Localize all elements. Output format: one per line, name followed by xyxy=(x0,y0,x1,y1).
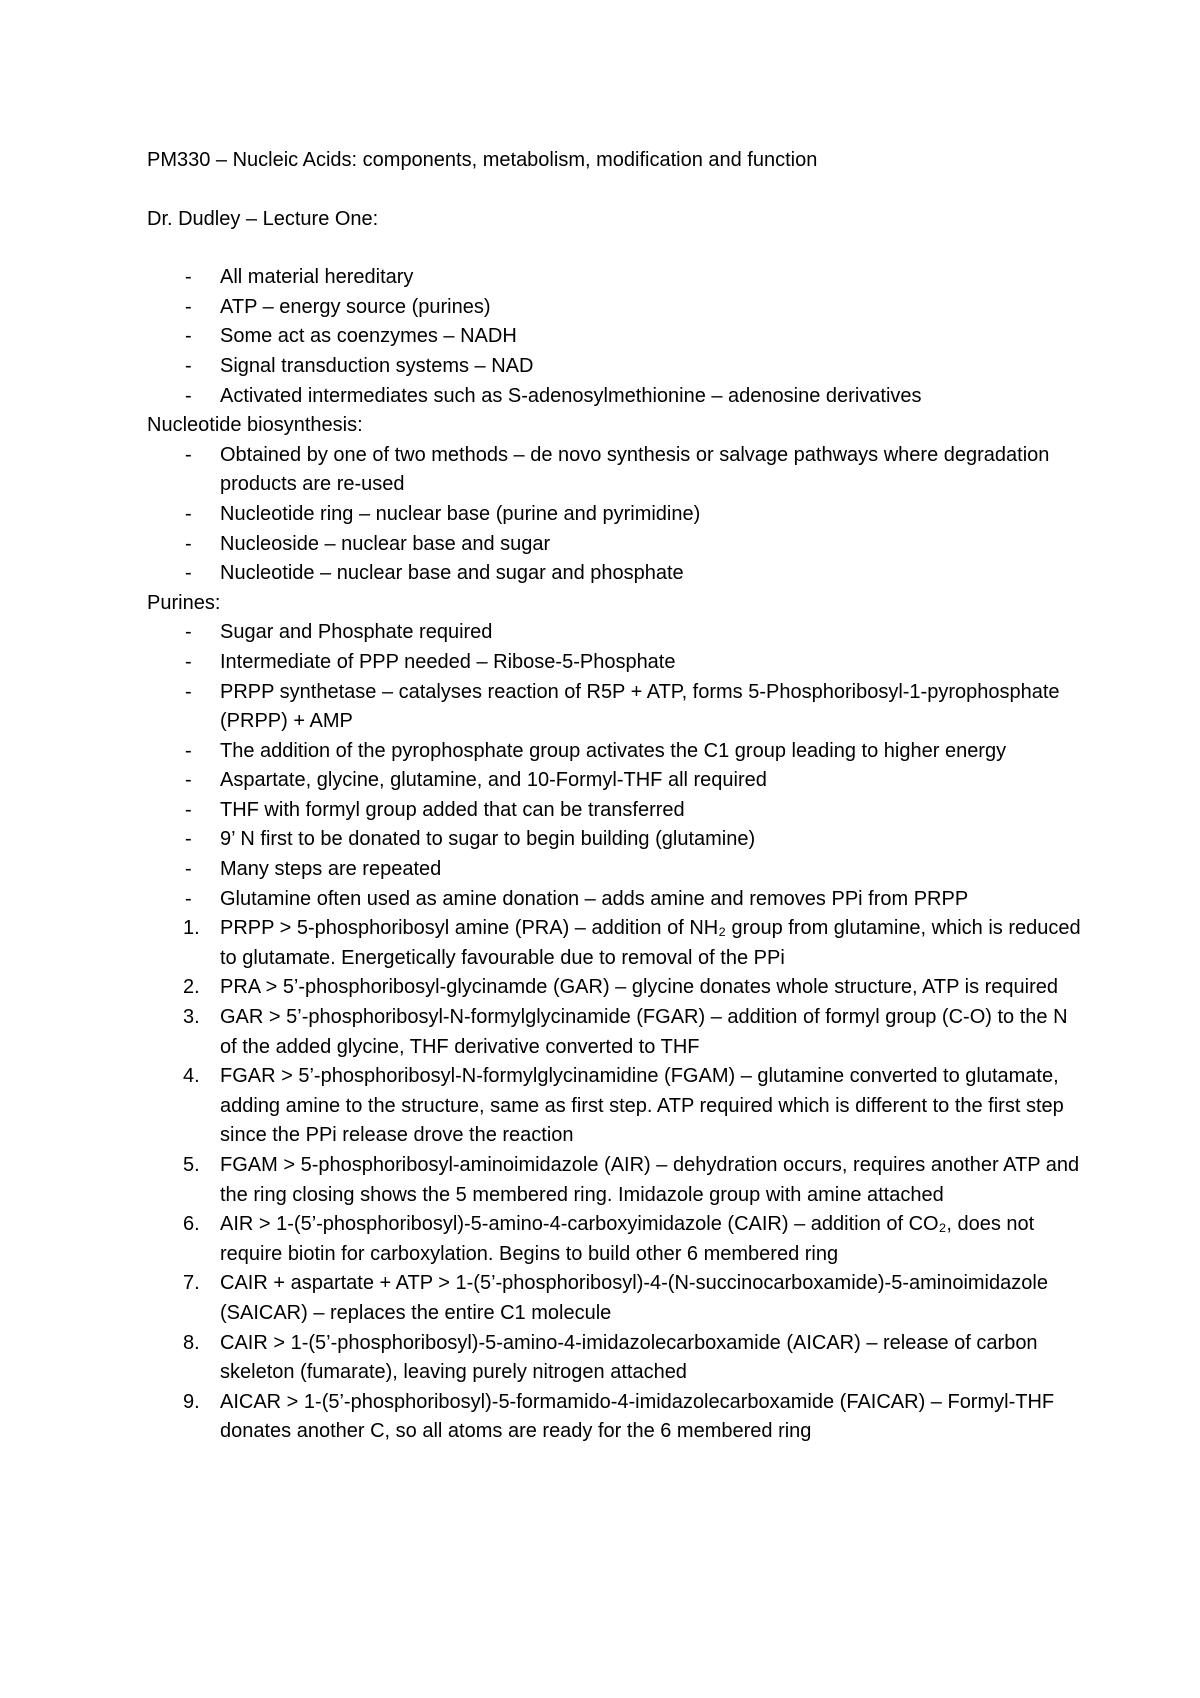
list-item: - Sugar and Phosphate required xyxy=(147,618,1087,648)
step-number: 2. xyxy=(183,976,200,999)
dash-marker: - xyxy=(185,621,192,644)
dash-marker: - xyxy=(185,443,192,466)
section-heading-purines: Purines: xyxy=(147,591,221,614)
step-item: 5. FGAM > 5-phosphoribosyl-aminoimidazole (AIR) – dehydration occurs, requires another ATP and the ring closing shows the 5 membered ring. Imidazole group with amine attached xyxy=(147,1151,1087,1210)
document-title: PM330 – Nucleic Acids: components, metabolism, modification and function xyxy=(147,149,818,171)
dash-marker: - xyxy=(185,769,192,792)
dash-marker: - xyxy=(185,532,192,555)
step-item: 7. CAIR + aspartate + ATP > 1-(5’-phosphoribosyl)-4-(N-succinocarboxamide)-5-aminoimidazole (SAICAR) – replaces the entire C1 molecule xyxy=(147,1269,1087,1328)
list-item: - 9’ N first to be donated to sugar to begin building (glutamine) xyxy=(147,825,1087,855)
step-number: 3. xyxy=(183,1006,200,1029)
step-item: 2. PRA > 5’-phosphoribosyl-glycinamde (GAR) – glycine donates whole structure, ATP is required xyxy=(147,973,1087,1003)
dash-marker: - xyxy=(185,295,192,318)
dash-marker: - xyxy=(185,798,192,821)
step-number: 8. xyxy=(183,1331,200,1354)
list-item: - Obtained by one of two methods – de novo synthesis or salvage pathways where degradation products are re-used xyxy=(147,441,1087,500)
list-item: - Nucleotide ring – nuclear base (purine and pyrimidine) xyxy=(147,500,1087,530)
dash-marker: - xyxy=(185,384,192,407)
spacer xyxy=(147,234,1087,263)
step-number: 9. xyxy=(183,1390,200,1413)
dash-marker: - xyxy=(185,266,192,289)
spacer xyxy=(147,176,1087,205)
step-item: 9. AICAR > 1-(5’-phosphoribosyl)-5-formamido-4-imidazolecarboxamide (FAICAR) – Formyl-THF donates another C, so all atoms are ready for the 6 membered ring xyxy=(147,1388,1087,1447)
section-heading-nucleotide-biosynthesis: Nucleotide biosynthesis: xyxy=(147,414,363,437)
step-item: 3. GAR > 5’-phosphoribosyl-N-formylglycinamide (FGAR) – addition of formyl group (C-O) to the N of the added glycine, THF derivative converted to THF xyxy=(147,1003,1087,1062)
list-item: - All material hereditary xyxy=(147,263,1087,293)
purines-list xyxy=(147,618,1087,914)
step-item: 8. CAIR > 1-(5’-phosphoribosyl)-5-amino-4-imidazolecarboxamide (AICAR) – release of carbon skeleton (fumarate), leaving purely nitrogen attached xyxy=(147,1329,1087,1388)
list-item: - THF with formyl group added that can be transferred xyxy=(147,796,1087,826)
list-item: - Some act as coenzymes – NADH xyxy=(147,322,1087,352)
list-item: - Glutamine often used as amine donation – adds amine and removes PPi from PRPP xyxy=(147,885,1087,915)
list-item: - ATP – energy source (purines) xyxy=(147,293,1087,323)
list-item: - Nucleoside – nuclear base and sugar xyxy=(147,530,1087,560)
list-item: - Aspartate, glycine, glutamine, and 10-Formyl-THF all required xyxy=(147,766,1087,796)
dash-marker: - xyxy=(185,325,192,348)
step-number: 6. xyxy=(183,1213,200,1236)
step-item: 6. AIR > 1-(5’-phosphoribosyl)-5-amino-4-carboxyimidazole (CAIR) – addition of CO₂, does not require biotin for carboxylation. Begins to build other 6 membered ring xyxy=(147,1210,1087,1269)
step-number: 5. xyxy=(183,1154,200,1176)
lecture-heading: Dr. Dudley – Lecture One: xyxy=(147,207,379,230)
dash-marker: - xyxy=(185,828,192,851)
list-item: - Nucleotide – nuclear base and sugar and phosphate xyxy=(147,559,1087,589)
list-item: - Intermediate of PPP needed – Ribose-5-Phosphate xyxy=(147,648,1087,678)
step-number: 7. xyxy=(183,1272,200,1295)
dash-marker: - xyxy=(185,650,192,673)
step-number: 1. xyxy=(183,917,200,940)
dash-marker: - xyxy=(185,739,192,762)
step-item: 1. PRPP > 5-phosphoribosyl amine (PRA) – addition of NH₂ group from glutamine, which is reduced to glutamate. Energetically favourable due to removal of the PPi xyxy=(147,914,1087,973)
nucleotide-biosynthesis-list xyxy=(147,441,1087,589)
document-page xyxy=(147,146,1087,1447)
list-item: - Many steps are repeated xyxy=(147,855,1087,885)
dash-marker: - xyxy=(185,502,192,525)
dash-marker: - xyxy=(185,680,192,703)
list-item: - Signal transduction systems – NAD xyxy=(147,352,1087,382)
dash-marker: - xyxy=(185,858,192,881)
intro-list xyxy=(147,263,1087,411)
purine-synthesis-steps xyxy=(147,914,1087,1447)
list-item: - The addition of the pyrophosphate group activates the C1 group leading to higher energy xyxy=(147,737,1087,767)
list-item: - PRPP synthetase – catalyses reaction of R5P + ATP, forms 5-Phosphoribosyl-1-pyrophosphate (PRPP) + AMP xyxy=(147,678,1087,737)
step-number: 4. xyxy=(183,1065,200,1088)
list-item: - Activated intermediates such as S-adenosylmethionine – adenosine derivatives xyxy=(147,382,1087,412)
dash-marker: - xyxy=(185,562,192,585)
dash-marker: - xyxy=(185,354,192,377)
step-item: 4. FGAR > 5’-phosphoribosyl-N-formylglycinamidine (FGAM) – glutamine converted to glutamate, adding amine to the structure, same as first step. ATP required which is different to the first step since the PPi release drove the reaction xyxy=(147,1062,1087,1151)
dash-marker: - xyxy=(185,887,192,910)
